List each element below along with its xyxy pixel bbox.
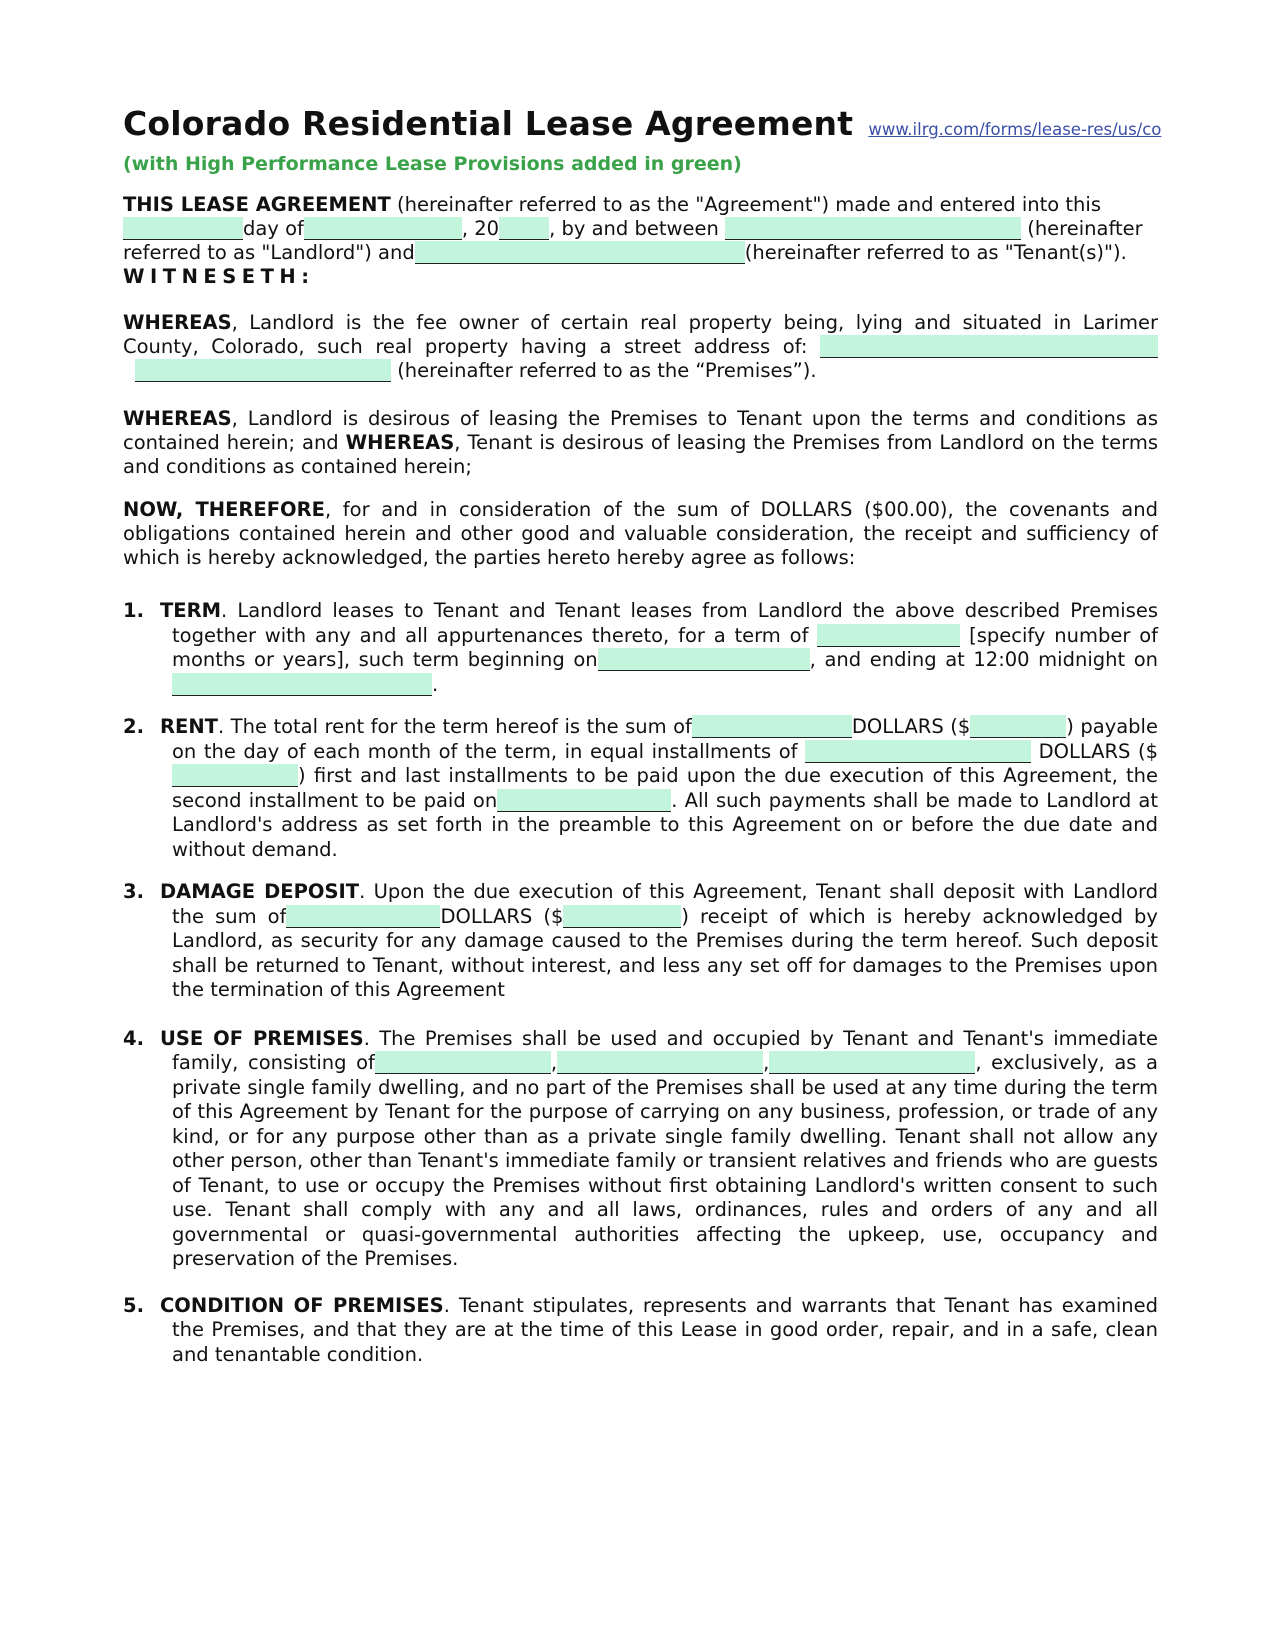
field-term-length[interactable] bbox=[817, 624, 960, 647]
field-deposit-amount[interactable] bbox=[563, 905, 681, 928]
field-term-end[interactable] bbox=[172, 673, 432, 696]
field-occupant-3[interactable] bbox=[769, 1051, 975, 1074]
section-condition-of-premises: 5. CONDITION OF PREMISES. Tenant stipulates, represents and warrants that Tenant has examined the Premises, and that they are at the time of this Lease in good order, repair, and in a safe, clean and tenantable condition. bbox=[123, 1293, 1159, 1366]
subtitle: (with High Performance Lease Provisions added in green) bbox=[123, 153, 742, 175]
field-total-rent-amount[interactable] bbox=[970, 715, 1066, 738]
field-deposit-words[interactable] bbox=[286, 905, 440, 928]
witnesseth: WITNESETH: bbox=[123, 265, 315, 288]
field-day[interactable] bbox=[123, 217, 243, 240]
section-rent: 2. RENT. The total rent for the term hereof is the sum of DOLLARS ($ ) payable on the day of each month of the term, in equal installments of DOLLARS ($) first and last installments to be paid upon the due execution of this Agreement, the second installment to be paid on . All such payments shall be made to Landlord at Landlord's address as set forth in the preamble to this Agreement on or before the due date and without demand. bbox=[123, 715, 1159, 861]
field-installment-words[interactable] bbox=[805, 740, 1031, 763]
field-occupant-2[interactable] bbox=[557, 1051, 763, 1074]
field-tenant-name[interactable] bbox=[415, 241, 745, 264]
document-page bbox=[123, 104, 1162, 1367]
intro-paragraph: THIS LEASE AGREEMENT (hereinafter referred to as the "Agreement") made and entered into thisday of , 20 , by and between (hereinafter referred to as "Landlord") and (hereinafter referred to as "Tenant(s)"). WITNESETH: bbox=[123, 193, 1158, 289]
now-therefore-paragraph: NOW, THEREFORE, for and in consideration of the sum of DOLLARS ($00.00), the covenants and obligations contained herein and other good and valuable consideration, the receipt and sufficiency of which is hereby acknowledged, the parties hereto hereby agree as follows: bbox=[123, 498, 1158, 569]
field-city-zip[interactable] bbox=[135, 359, 391, 382]
section-use-of-premises: 4. USE OF PREMISES. The Premises shall be used and occupied by Tenant and Tenant's immediate family, consisting of , , , exclusively, as a private single family dwelling, and no part of the Premises shall be used at any time during the term of this Agreement by Tenant for the purpose of carrying on any business, profession, or trade of any kind, or for any purpose other than as a private single family dwelling. Tenant shall not allow any other person, other than Tenant's immediate family or transient relatives and friends who are guests of Tenant, to use or occupy the Premises without first obtaining Landlord's written consent to such use. Tenant shall comply with any and all laws, ordinances, rules and orders of any and all governmental or quasi-governmental authorities affecting the upkeep, use, occupancy and preservation of the Premises. bbox=[123, 1026, 1158, 1270]
field-occupant-1[interactable] bbox=[375, 1051, 551, 1074]
field-street-address[interactable] bbox=[820, 335, 1158, 358]
field-installment-amount[interactable] bbox=[172, 764, 298, 787]
whereas-leasing: WHEREAS, Landlord is desirous of leasing the Premises to Tenant upon the terms and conditions as contained herein; and WHEREAS, Tenant is desirous of leasing the Premises from Landlord on the terms and conditions as contained herein; bbox=[123, 407, 1159, 478]
title-row bbox=[123, 104, 1162, 143]
section-damage-deposit: 3. DAMAGE DEPOSIT. Upon the due execution of this Agreement, Tenant shall deposit with Landlord the sum of DOLLARS ($ ) receipt of which is hereby acknowledged by Landlord, as security for any damage caused to the Premises during the term hereof. Such deposit shall be returned to Tenant, without interest, and less any set off for damages to the Premises upon the termination of this Agreement bbox=[123, 880, 1158, 1001]
source-link[interactable]: www.ilrg.com/forms/lease-res/us/co bbox=[868, 120, 1162, 139]
lease-sections bbox=[123, 599, 1158, 1367]
field-term-start[interactable] bbox=[598, 648, 810, 671]
intro-lead: THIS LEASE AGREEMENT bbox=[123, 193, 391, 216]
field-landlord-name[interactable] bbox=[725, 217, 1021, 240]
field-month[interactable] bbox=[304, 217, 462, 240]
field-total-rent-words[interactable] bbox=[692, 715, 852, 738]
whereas-property: WHEREAS, Landlord is the fee owner of certain real property being, lying and situated in Larimer County, Colorado, such real property having a street address of: (hereinafter referred to as the “Premises”). bbox=[123, 311, 1158, 382]
section-term: 1. TERM. Landlord leases to Tenant and Tenant leases from Landlord the above described Premises together with any and all appurtenances thereto, for a term of [specify number of months or years], such term beginning on , and ending at 12:00 midnight on. bbox=[123, 599, 1158, 696]
document-title: Colorado Residential Lease Agreement bbox=[123, 104, 854, 143]
field-year[interactable] bbox=[499, 217, 549, 240]
field-second-installment-date[interactable] bbox=[497, 789, 671, 812]
